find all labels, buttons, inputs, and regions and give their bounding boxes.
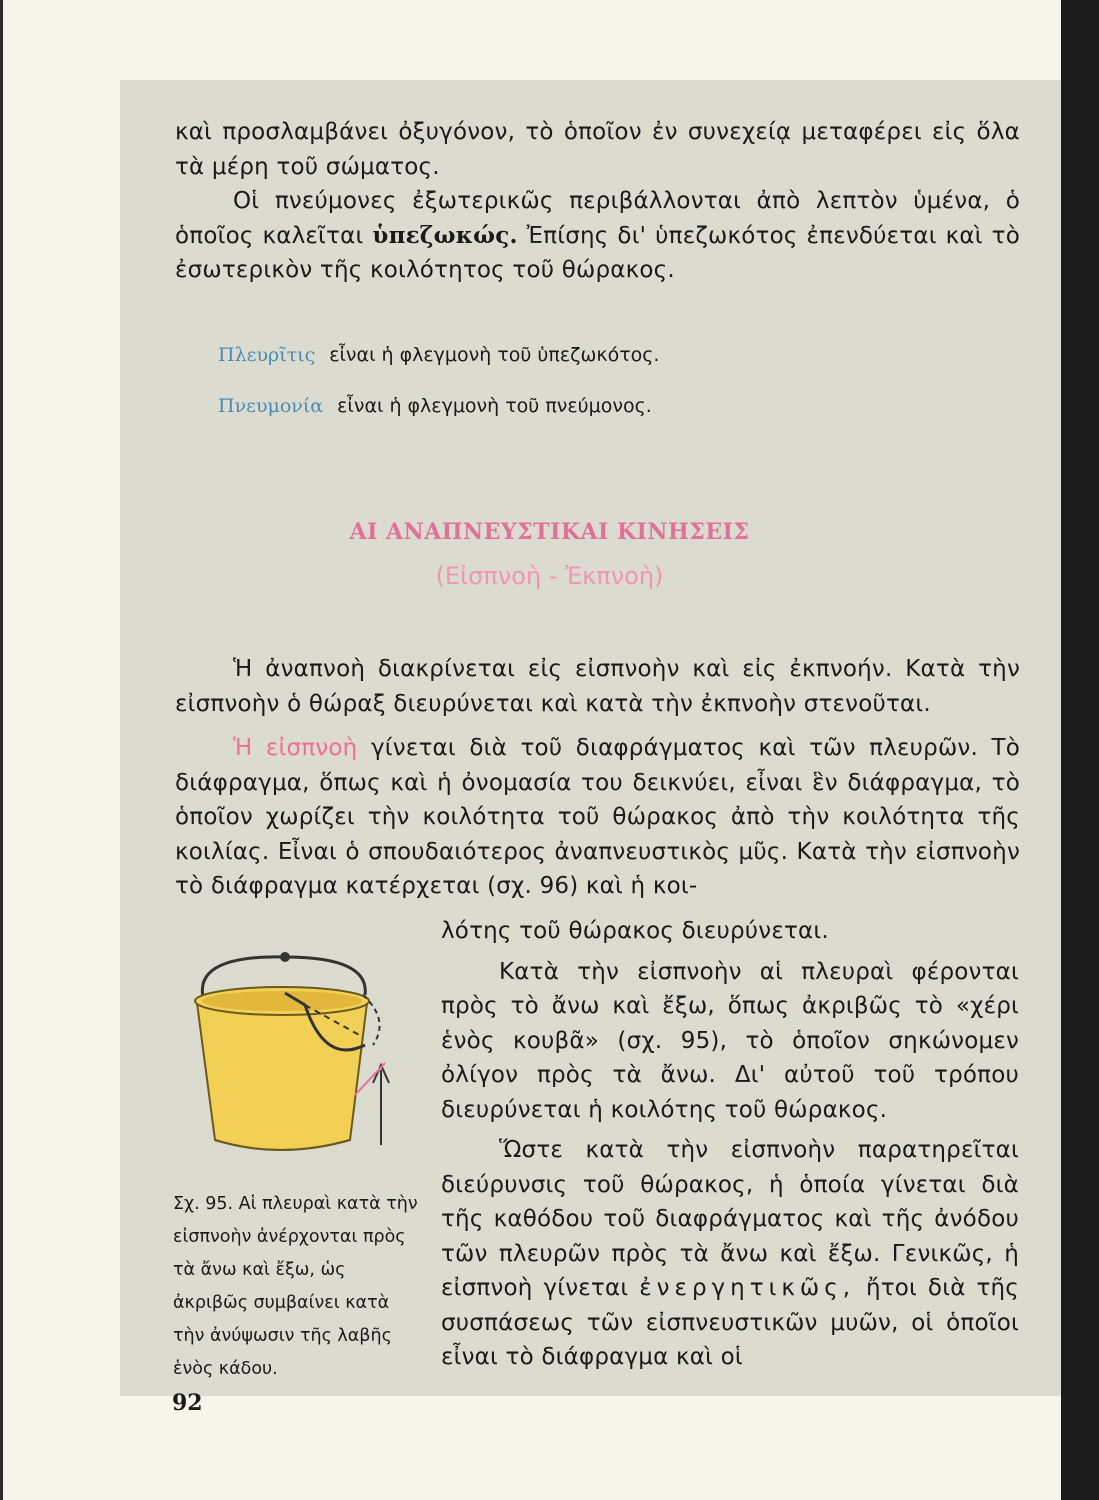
definition-text: εἶναι ἡ φλεγμονὴ τοῦ πνεύμονος. xyxy=(337,395,652,417)
paragraph-breathing: Ἡ ἀναπνοὴ διακρίνεται εἰς εἰσπνοὴν καὶ εἰς ἐκπνοήν. Κατὰ τὴν εἰσπνοὴν ὁ θώραξ διευρύνεται καὶ κατὰ τὴν ἐκπνοὴν στενοῦται. xyxy=(175,656,1020,717)
paragraph-ribs: Κατὰ τὴν εἰσπνοὴν αἱ πλευραὶ φέρονται πρὸς τὸ ἄνω καὶ ἔξω, ὅπως ἀκριβῶς τὸ «χέρι ἑνὸς κουβᾶ» (σχ. 95), τὸ ὁποῖον σηκώνομεν ὀλίγον πρὸς τὰ ἄνω. Δι' αὐτοῦ τοῦ τρόπου διευρύνεται ἡ κοιλότης τοῦ θώρακος. xyxy=(441,958,1019,1123)
top-text-block xyxy=(175,115,1020,288)
summary-emphasis: ἐνεργητικῶς, xyxy=(639,1275,856,1301)
section-subheading: (Εἰσπνοὴ - Ἐκπνοὴ) xyxy=(435,562,664,590)
paragraph-pleura xyxy=(175,184,1020,288)
pleura-text-before: Οἱ πνεύμονες ἐξωτερικῶς περιβάλλονται ἀπὸ λεπτὸν ὑμένα, ὁ ὁποῖος καλεῖται xyxy=(175,188,1020,249)
pleura-term: ὑπεζωκώς. xyxy=(372,221,518,249)
bucket-body xyxy=(197,1003,367,1150)
pleura-text-after: Ἐπίσης δι' ὑπεζωκότος ἐπενδύεται καὶ τὸ ἐσωτερικὸν τῆς κοιλότητος τοῦ θώρακος. xyxy=(175,222,1021,283)
breathing-text-block xyxy=(175,652,1020,904)
paragraph-inhalation-cont: λότης τοῦ θώρακος διευρύνεται. xyxy=(441,918,829,944)
inhalation-text: γίνεται διὰ τοῦ διαφράγματος καὶ τῶν πλευρῶν. Τὸ διάφραγμα, ὅπως καὶ ἡ ὀνομασία του δεικνύει, εἶναι ἓν διάφραγμα, τὸ ὁποῖον χωρίζει τὴν κοιλότητα τοῦ θώρακος ἀπὸ τὴν κοιλότητα τῆς κοιλίας. Εἶναι ὁ σπουδαιότερος ἀναπνευστικὸς μῦς. Κατὰ τὴν εἰσπνοὴν τὸ διάφραγμα κατέρχεται (σχ. 96) καὶ ἡ κοι- xyxy=(175,735,1020,899)
inhalation-term: Ἡ εἰσπνοὴ xyxy=(233,735,358,761)
handle-grip xyxy=(280,952,290,962)
paragraph-oxygen: καὶ προσλαμβάνει ὀξυγόνον, τὸ ὁποῖον ἐν συνεχείᾳ μεταφέρει εἰς ὅλα τὰ μέρη τοῦ σώματος. xyxy=(175,119,1020,180)
definition-term: Πνευμονία xyxy=(218,395,324,417)
bucket-inner xyxy=(202,991,362,1011)
definition-pleuritis xyxy=(218,344,659,366)
bucket-icon xyxy=(185,945,415,1165)
definition-term: Πλευρῖτις xyxy=(218,344,316,366)
summary-text-before: Ὥστε κατὰ τὴν εἰσπνοὴν παρατηρεῖται διεύρυνσις τοῦ θώρακος, ἡ ὁποία γίνεται διὰ τῆς καθόδου τοῦ διαφράγματος καὶ τῆς ἀνόδου τῶν πλευρῶν πρὸς τὰ ἄνω καὶ ἔξω. Γενικῶς, ἡ εἰσπνοὴ γίνεται xyxy=(441,1137,1019,1301)
definition-pneumonia xyxy=(218,395,652,417)
paragraph-inhalation xyxy=(175,731,1020,904)
definition-text: εἶναι ἡ φλεγμονὴ τοῦ ὑπεζωκότος. xyxy=(329,344,660,366)
paragraph-summary xyxy=(441,1133,1019,1375)
scan-edge-right xyxy=(1061,0,1099,1500)
right-column-text xyxy=(441,914,1019,1375)
page-number: 92 xyxy=(172,1390,203,1416)
figure-caption: Σχ. 95. Αἱ πλευραὶ κατὰ τὴν εἰσπνοὴν ἀνέρχονται πρὸς τὰ ἄνω καὶ ἔξω, ὡς ἀκριβῶς συμβαίνει κατὰ τὴν ἀνύψωσιν τῆς λαβῆς ἑνὸς κάδου. xyxy=(173,1194,418,1379)
summary-text-after: ἤτοι διὰ τῆς συσπάσεως τῶν εἰσπνευστικῶν μυῶν, οἱ ὁποῖοι εἶναι τὸ διάφραγμα καὶ οἱ xyxy=(441,1275,1019,1370)
section-heading: ΑΙ ΑΝΑΠΝΕΥΣΤΙΚΑΙ ΚΙΝΗΣΕΙΣ xyxy=(349,519,750,545)
